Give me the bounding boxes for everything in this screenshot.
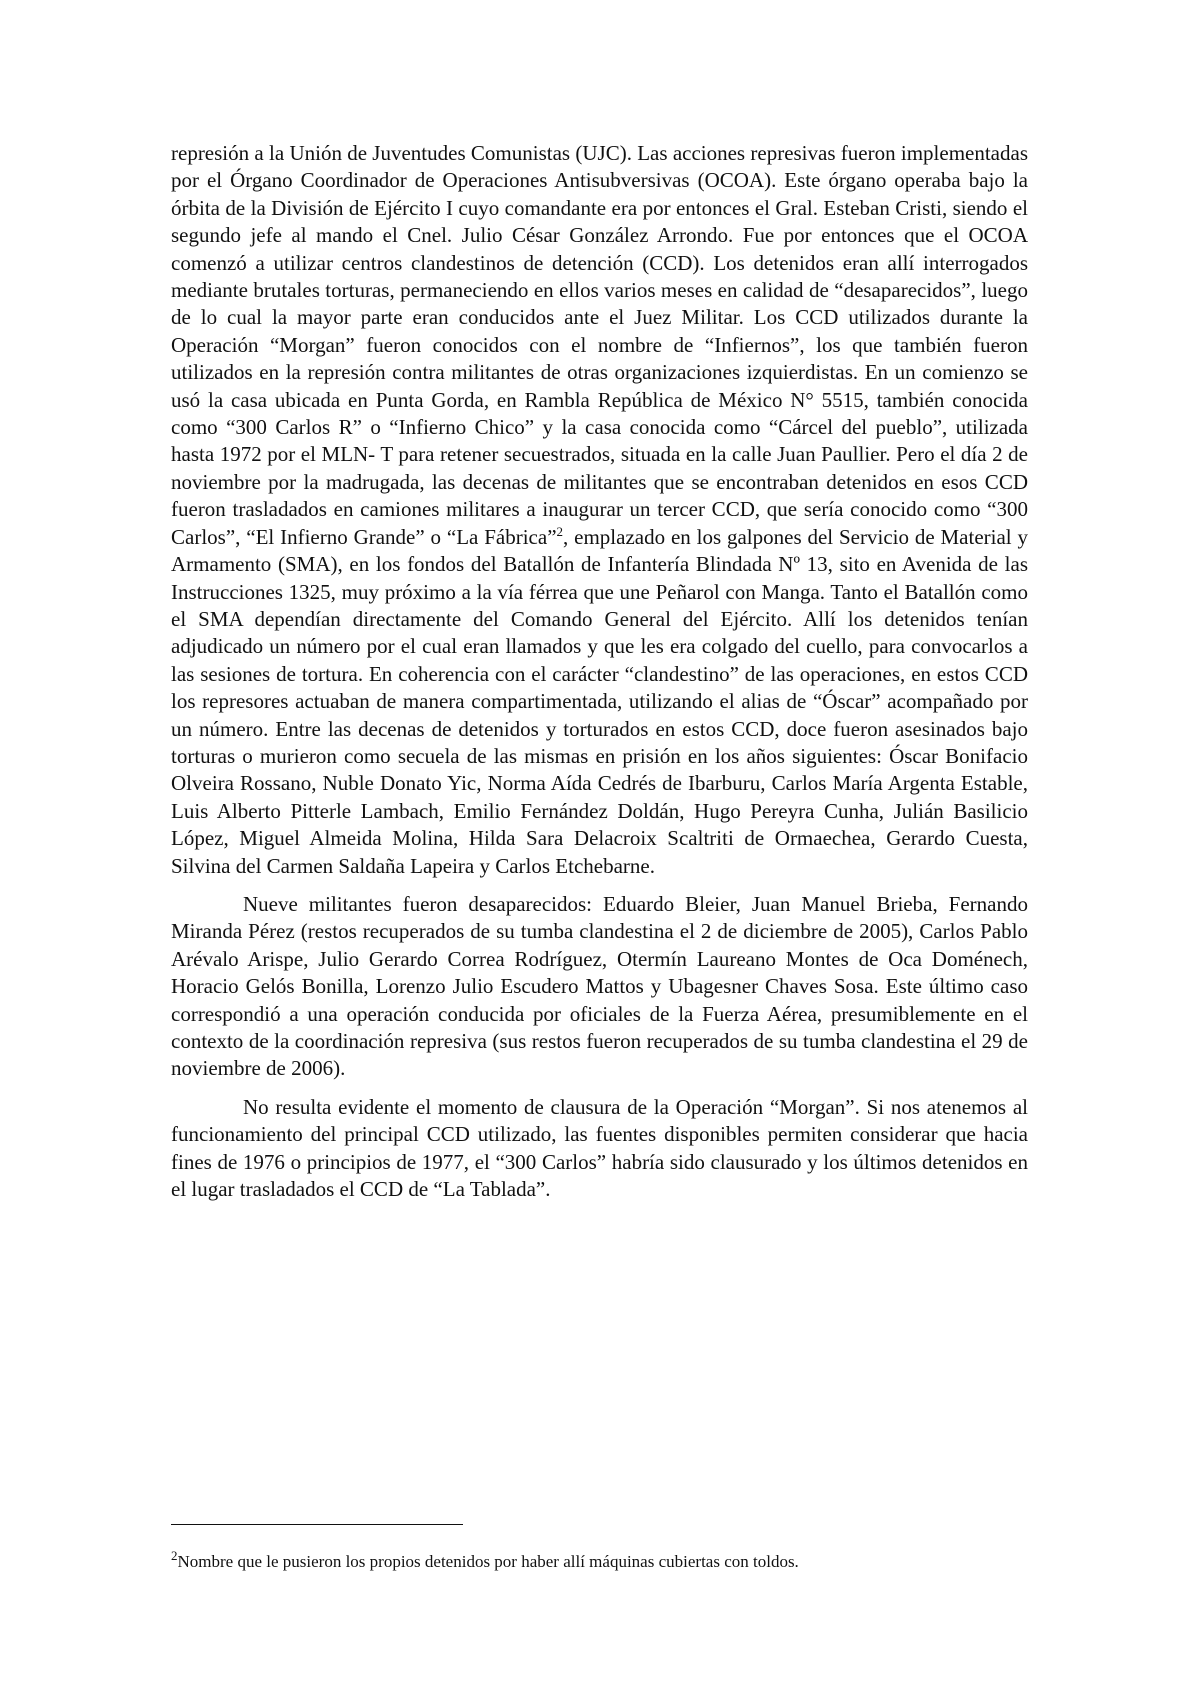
footnote-reference: 2 xyxy=(556,523,564,539)
paragraph-text-part-2: , emplazado en los galpones del Servicio de Material y Armamento (SMA), en los fondos del Batallón de Infantería Blindada Nº 13, sito en Avenida de las Instrucciones 1325, muy próximo a la vía férrea que une Peñarol con Manga. Tanto el Batallón como el SMA dependían directamente del Comando General del Ejército. Allí los detenidos tenían adjudicado un número por el cual eran llamados y que les era colgado del cuello, para convocarlos a las sesiones de tortura. En coherencia con el carácter “clandestino” de las operaciones, en estos CCD los represores actuaban de manera compartimentada, utilizando el alias de “Óscar” acompañado por un número. Entre las decenas de detenidos y torturados en estos CCD, doce fueron asesinados bajo torturas o murieron como secuela de las mismas en prisión en los años siguientes: Óscar Bonifacio Olveira Rossano, Nuble Donato Yic, Norma Aída Cedrés de Ibarburu, Carlos María Argenta Estable, Luis Alberto Pitterle Lambach, Emilio Fernández Doldán, Hugo Pereyra Cunha, Julián Basilicio López, Miguel Almeida Molina, Hilda Sara Delacroix Scaltriti de Ormaechea, Gerardo Cuesta, Silvina del Carmen Saldaña Lapeira y Carlos Etchebarne. xyxy=(171,524,1028,878)
document-body xyxy=(171,140,1028,1214)
paragraph-text-part-1: represión a la Unión de Juventudes Comunistas (UJC). Las acciones represivas fueron implementadas por el Órgano Coordinador de Operaciones Antisubversivas (OCOA). Este órgano operaba bajo la órbita de la División de Ejército I cuyo comandante era por entonces el Gral. Esteban Cristi, siendo el segundo jefe al mando el Cnel. Julio César González Arrondo. Fue por entonces que el OCOA comenzó a utilizar centros clandestinos de detención (CCD). Los detenidos eran allí interrogados mediante brutales torturas, permaneciendo en ellos varios meses en calidad de “desaparecidos”, luego de lo cual la mayor parte eran conducidos ante el Juez Militar. Los CCD utilizados durante la Operación “Morgan” fueron conocidos con el nombre de “Infiernos”, los que también fueron utilizados en la represión contra militantes de otras organizaciones izquierdistas. En un comienzo se usó la casa ubicada en Punta Gorda, en Rambla República de México N° 5515, también conocida como “300 Carlos R” o “Infierno Chico” y la casa conocida como “Cárcel del pueblo”, utilizada hasta 1972 por el MLN- T para retener secuestrados, situada en la calle Juan Paullier. Pero el día 2 de noviembre por la madrugada, las decenas de militantes que se encontraban detenidos en esos CCD fueron trasladados en camiones militares a inaugurar un tercer CCD, que sería conocido como “300 Carlos”, “El Infierno Grande” o “La Fábrica” xyxy=(171,141,1028,549)
paragraph-clausura: No resulta evidente el momento de clausura de la Operación “Morgan”. Si nos atenemos al funcionamiento del principal CCD utilizado, las fuentes disponibles permiten considerar que hacia fines de 1976 o principios de 1977, el “300 Carlos” habría sido clausurado y los últimos detenidos en el lugar trasladados el CCD de “La Tablada”. xyxy=(171,1094,1028,1202)
footnote-mark: 2 xyxy=(171,1548,178,1563)
paragraph-desaparecidos: Nueve militantes fueron desaparecidos: Eduardo Bleier, Juan Manuel Brieba, Fernando Miranda Pérez (restos recuperados de su tumba clandestina el 2 de diciembre de 2005), Carlos Pablo Arévalo Arispe, Julio Gerardo Correa Rodríguez, Otermín Laureano Montes de Oca Doménech, Horacio Gelós Bonilla, Lorenzo Julio Escudero Mattos y Ubagesner Chaves Sosa. Este último caso correspondió a una operación conducida por oficiales de la Fuerza Aérea, presumiblemente en el contexto de la coordinación represiva (sus restos fueron recuperados de su tumba clandestina el 29 de noviembre de 2006). xyxy=(171,891,1028,1081)
footnote xyxy=(171,1548,1028,1573)
footnote-separator xyxy=(171,1524,463,1525)
paragraph-operacion-morgan xyxy=(171,140,1028,880)
footnote-text: Nombre que le pusieron los propios detenidos por haber allí máquinas cubiertas con toldos. xyxy=(177,1552,799,1571)
